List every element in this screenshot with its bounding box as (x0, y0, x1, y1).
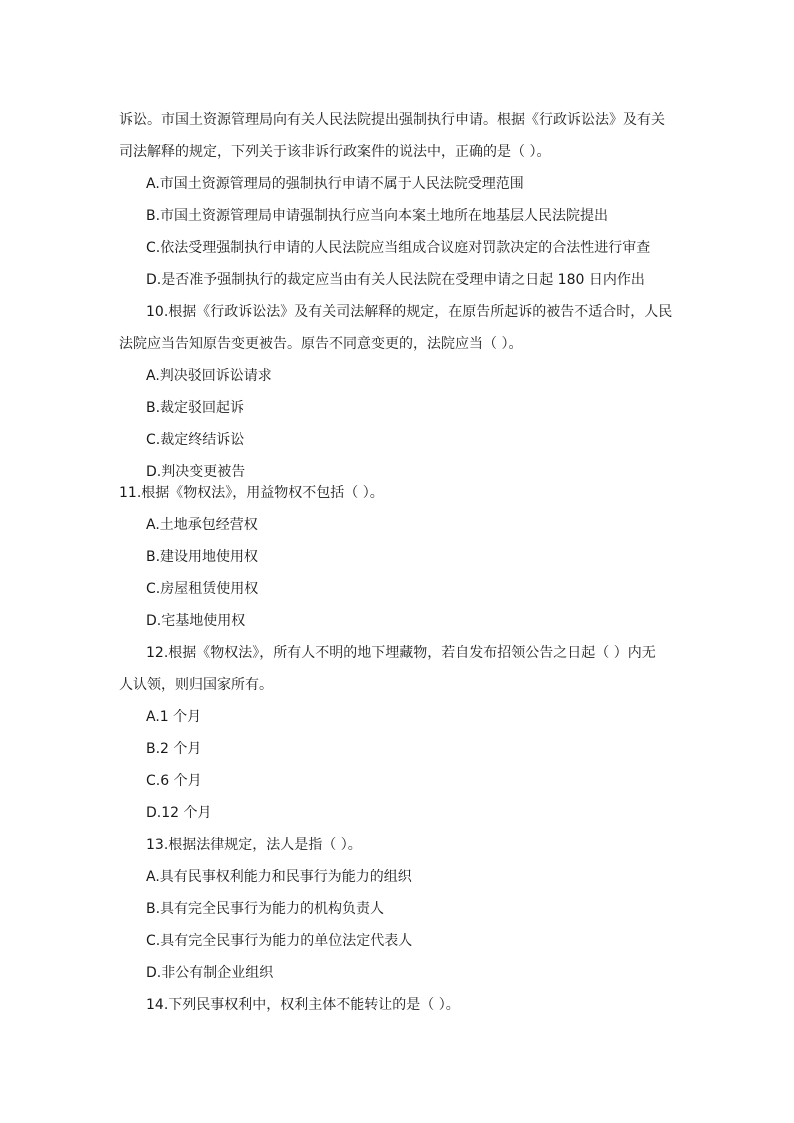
question-10: 10.根据《行政诉讼法》及有关司法解释的规定，在原告所起诉的被告不适合时，人民 (146, 304, 673, 320)
option-b: B.市国土资源管理局申请强制执行应当向本案土地所在地基层人民法院提出 (146, 208, 609, 224)
option-d: D.宅基地使用权 (146, 613, 246, 629)
text-line: 司法解释的规定，下列关于该非诉行政案件的说法中，正确的是（ ）。 (119, 144, 551, 160)
option-a: A.判决驳回诉讼请求 (146, 368, 272, 384)
text-line: 诉讼。市国土资源管理局向有关人民法院提出强制执行申请。根据《行政诉讼法》及有关 (119, 112, 665, 128)
question-13: 13.根据法律规定，法人是指（ ）。 (146, 837, 362, 853)
option-d: D.非公有制企业组织 (146, 965, 274, 981)
option-d: D.12 个月 (146, 805, 212, 821)
option-a: A.土地承包经营权 (146, 517, 258, 533)
option-d: D.判决变更被告 (146, 464, 246, 480)
text-line: 法院应当告知原告变更被告。原告不同意变更的，法院应当（ ）。 (119, 336, 523, 352)
option-b: B.建设用地使用权 (146, 549, 259, 565)
option-b: B.2 个月 (146, 741, 202, 757)
text-line: 人认领，则归国家所有。 (119, 677, 273, 693)
option-c: C.房屋租赁使用权 (146, 581, 259, 597)
option-c: C.6 个月 (146, 773, 202, 789)
option-a: A.市国土资源管理局的强制执行申请不属于人民法院受理范围 (146, 176, 524, 192)
option-c: C.依法受理强制执行申请的人民法院应当组成合议庭对罚款决定的合法性进行审查 (146, 240, 651, 256)
option-a: A.具有民事权利能力和民事行为能力的组织 (146, 869, 412, 885)
option-c: C.裁定终结诉讼 (146, 432, 245, 448)
option-b: B.裁定驳回起诉 (146, 400, 245, 416)
question-14: 14.下列民事权利中，权利主体不能转让的是（ ）。 (146, 997, 460, 1013)
option-d: D.是否准予强制执行的裁定应当由有关人民法院在受理申请之日起 180 日内作出 (146, 272, 645, 288)
option-c: C.具有完全民事行为能力的单位法定代表人 (146, 933, 413, 949)
option-b: B.具有完全民事行为能力的机构负责人 (146, 901, 385, 917)
option-a: A.1 个月 (146, 709, 202, 725)
question-11: 11.根据《物权法》，用益物权不包括（ ）。 (119, 485, 384, 501)
question-12: 12.根据《物权法》，所有人不明的地下埋藏物，若自发布招领公告之日起（ ）内无 (146, 645, 656, 661)
